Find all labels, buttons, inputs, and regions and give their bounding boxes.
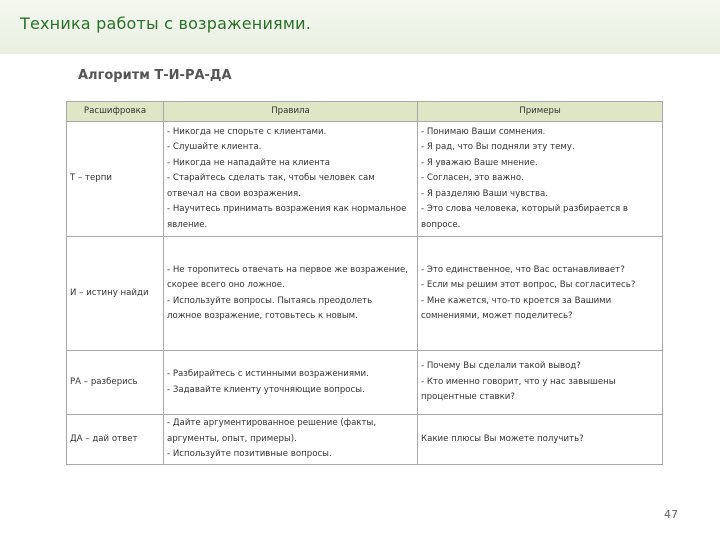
example-line: - Согласен, это важно. — [421, 173, 524, 184]
rule-line: аргументы, опыт, примеры). — [167, 433, 297, 444]
column-header-rules: Правила — [164, 102, 418, 122]
example-line: - Почему Вы сделали такой вывод? — [421, 361, 581, 372]
rule-line: - Научитесь принимать возражения как нормальное — [167, 204, 407, 215]
rule-line: - Разбирайтесь с истинными возражениями. — [167, 369, 369, 379]
decode-cell: И – истину найди — [67, 237, 164, 351]
column-header-decode: Расшифровка — [67, 102, 164, 122]
page-number: 47 — [664, 508, 678, 521]
rule-line: - Никогда не спорьте с клиентами. — [167, 126, 327, 137]
example-line: - Кто именно говорит, что у нас завышены — [421, 376, 616, 387]
decode-cell: Т – терпи — [67, 122, 164, 237]
examples-cell — [418, 122, 663, 237]
rules-cell — [164, 237, 418, 351]
rule-line: - Старайтесь сделать так, чтобы человек сам — [167, 173, 375, 184]
example-line: - Я уважаю Ваше мнение. — [421, 157, 538, 168]
rule-line: - Используйте вопросы. Пытаясь преодолеть — [167, 295, 373, 306]
rules-cell — [164, 351, 418, 415]
example-line: - Мне кажется, что-то кроется за Вашими — [421, 295, 612, 306]
rule-line: отвечал на свои возражения. — [167, 188, 301, 199]
rule-line: ложное возражение, готовьтесь к новым. — [167, 311, 358, 321]
table-row — [67, 237, 663, 351]
title-bar — [0, 0, 720, 54]
rule-line: - Не торопитесь отвечать на первое же возражение, — [167, 264, 409, 275]
example-line: процентные ставки? — [421, 392, 515, 403]
table-row — [67, 415, 663, 465]
examples-cell — [418, 415, 663, 465]
rule-line: - Слушайте клиента. — [167, 142, 262, 153]
example-line: Какие плюсы Вы можете получить? — [421, 433, 584, 444]
examples-cell — [418, 351, 663, 415]
table-row — [67, 351, 663, 415]
slide-title: Техника работы с возражениями. — [20, 14, 312, 33]
table-row — [67, 122, 663, 237]
example-line: - Понимаю Ваши сомнения. — [421, 126, 546, 137]
example-line: - Это единственное, что Вас останавливает? — [421, 264, 625, 275]
example-line: вопросе. — [421, 219, 461, 230]
rule-line: скорее всего оно ложное. — [167, 280, 285, 290]
example-line: - Я рад, что Вы подняли эту тему. — [421, 142, 575, 153]
example-line: - Если мы решим этот вопрос, Вы согласитесь? — [421, 280, 636, 290]
examples-cell — [418, 237, 663, 351]
algorithm-subtitle: Алгоритм Т-И-РА-ДА — [78, 68, 232, 83]
decode-cell: ДА – дай ответ — [67, 415, 164, 465]
example-line: - Я разделяю Ваши чувства. — [421, 188, 549, 199]
rule-line: - Используйте позитивные вопросы. — [167, 449, 332, 460]
rule-line: - Задавайте клиенту уточняющие вопросы. — [167, 384, 365, 395]
column-header-examples: Примеры — [418, 102, 663, 122]
rule-line: - Никогда не нападайте на клиента — [167, 157, 331, 168]
rule-line: - Дайте аргументированное решение (факты, — [167, 418, 377, 429]
example-line: - Это слова человека, который разбирается в — [421, 204, 628, 215]
rule-line: явление. — [167, 219, 208, 230]
rules-cell — [164, 415, 418, 465]
example-line: сомнениями, может поделитесь? — [421, 311, 573, 321]
rules-cell — [164, 122, 418, 237]
table-header-row — [67, 102, 663, 122]
decode-cell: РА – разберись — [67, 351, 164, 415]
algorithm-table — [66, 101, 663, 465]
